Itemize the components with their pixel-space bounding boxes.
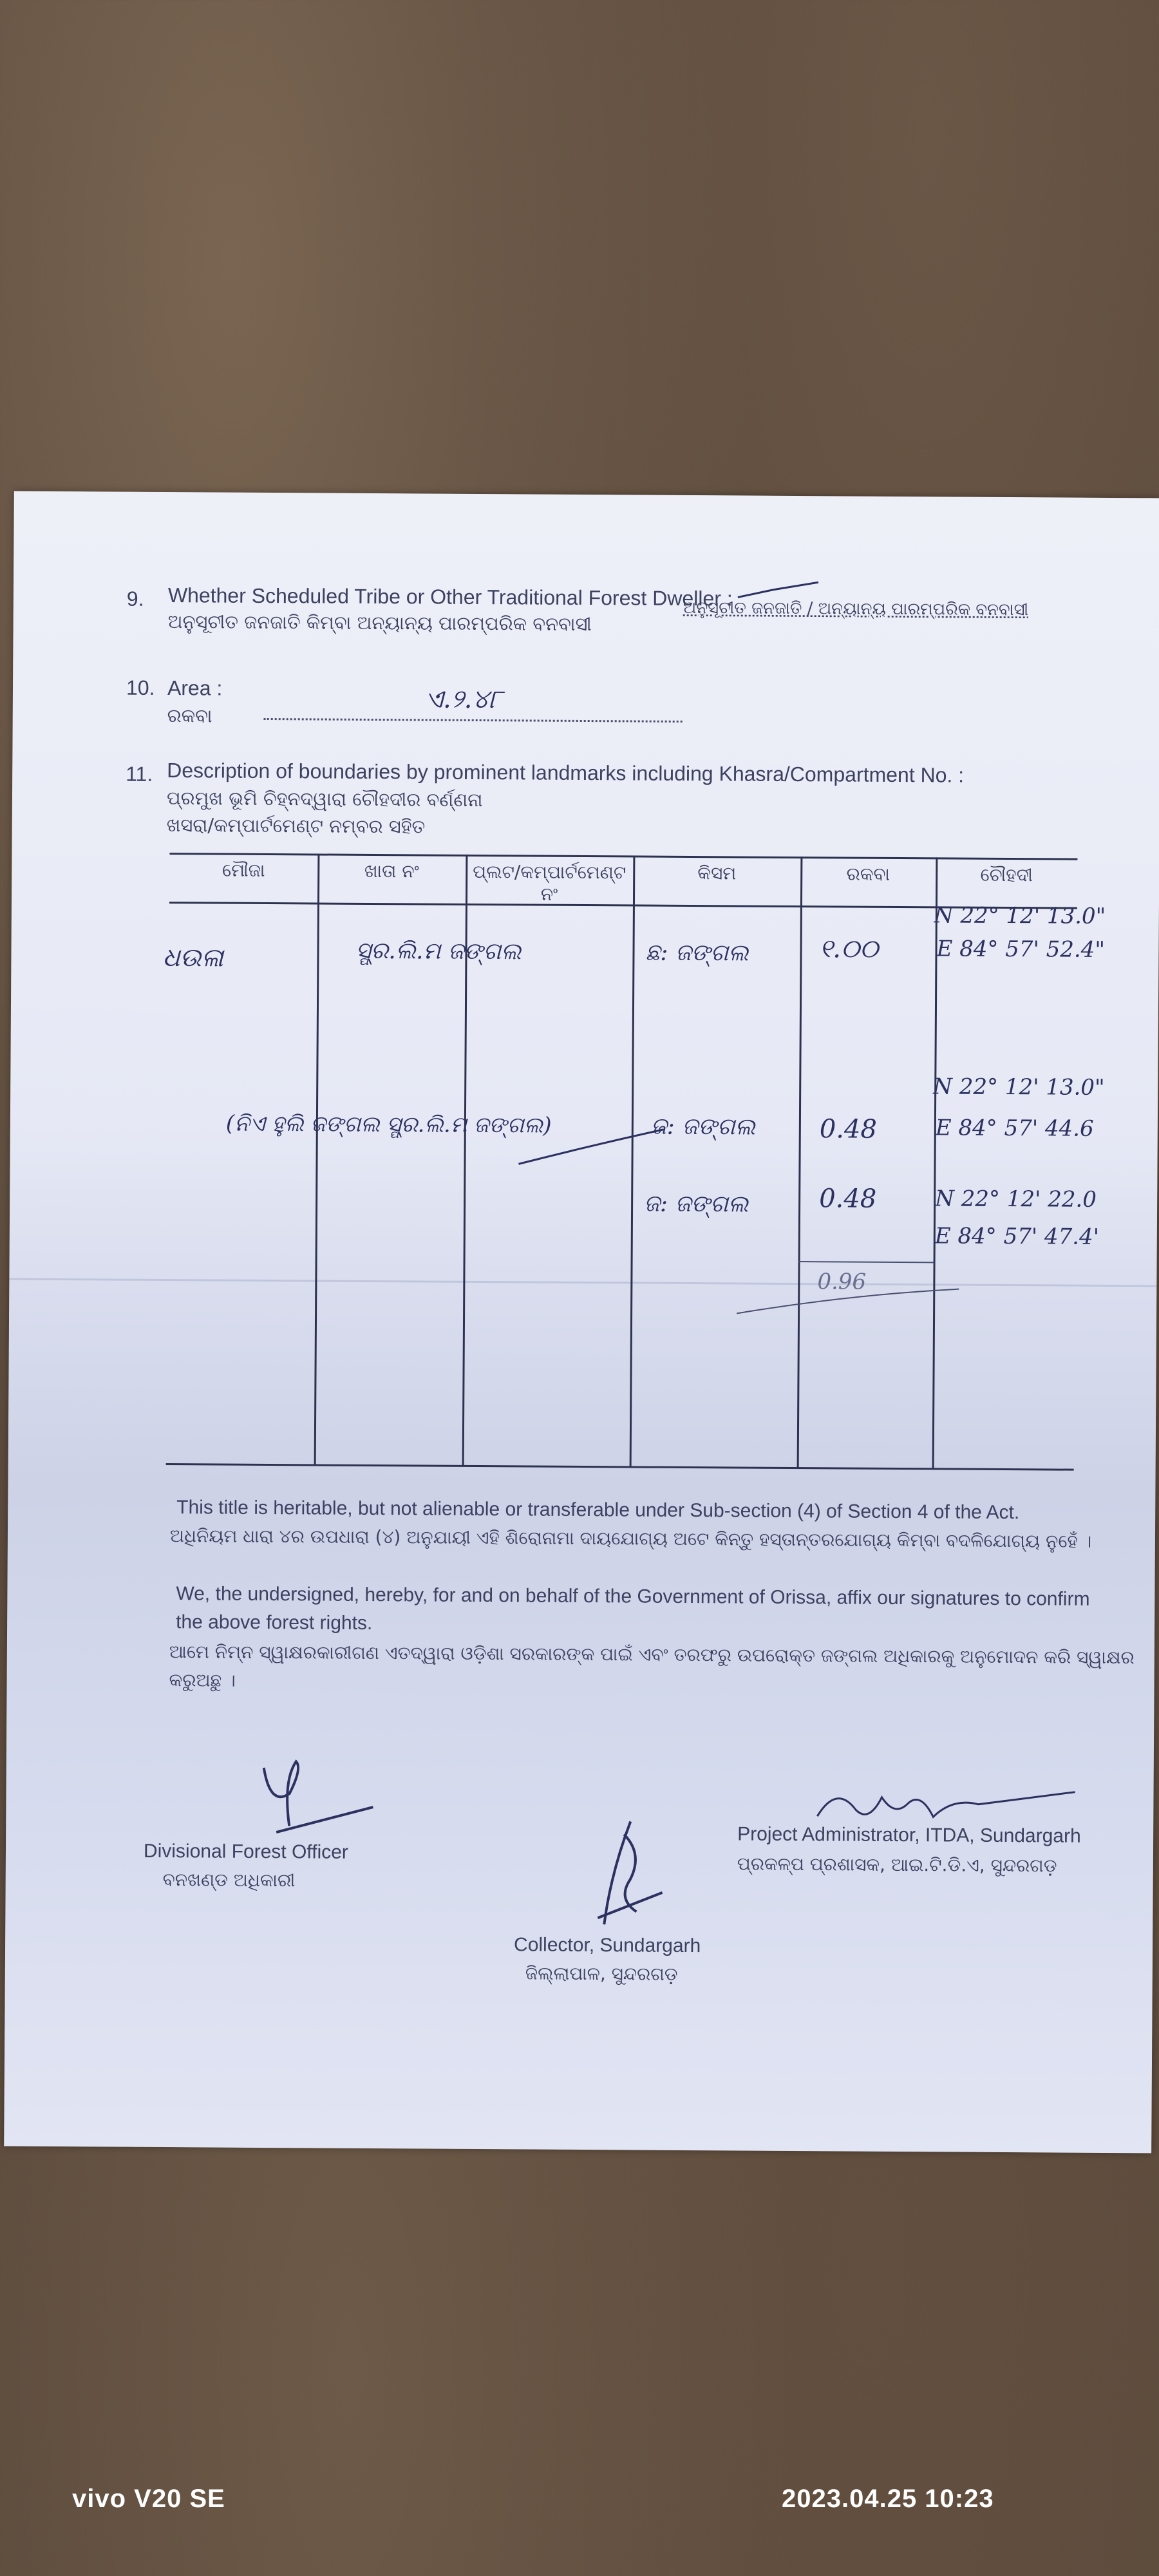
item9-number: 9. [126,587,144,611]
col-divider-4 [797,857,803,1468]
total-rule [798,1261,934,1263]
heritable-note-en: This title is heritable, but not alienable or transferable under Sub-section (4) of Section 4 of the Act. [176,1497,1020,1524]
item11-label-en: Description of boundaries by prominent landmarks including Khasra/Compartment No. : [167,759,965,787]
dfo-signature [250,1755,380,1846]
heritable-note-or: ଅଧିନିୟମ ଧାରା ୪ର ଉପଧାରା (୪) ଅନୁଯାୟୀ ଏହି ଶିରୋନାମା ଦାୟଯୋଗ୍ୟ ଅଟେ କିନ୍ତୁ ହସ୍ତାନ୍ତରଯୋଗ୍ୟ କିମ୍ବା ବଦଳିଯୋଗ୍ୟ ନୁହେଁ । [169,1525,1092,1552]
boundary-table [162,840,1106,1470]
item10-label-en: Area : [167,676,223,700]
row1-east: E 84° 57' 52.4" [936,936,1106,963]
header-mouza: ମୌଜା [222,859,265,881]
item9-answer: ଅନୁସୂଚୀତ ଜନଜାତି / ଅନ୍ୟାନ୍ୟ ପାରମ୍ପରିକ ବନବାସୀ [683,598,1029,620]
item9-label-or: ଅନୁସୂଚୀତ ଜନଜାତି କିମ୍ବା ଅନ୍ୟାନ୍ୟ ପାରମ୍ପରିକ ବନବାସୀ [167,611,592,636]
row2-note: (ନିଏ ହୁଲି ଜଙ୍ଗଲ ସ୍ପ୍ର.ଲି.ମ ଜଙ୍ଗଲ) [225,1110,552,1139]
row1-mouza: ଧଉଳା [162,943,223,973]
device-watermark: vivo V20 SE [72,2485,225,2513]
row3-area: 0.48 [819,1184,877,1214]
row1-area: ୧.୦୦ [819,934,879,964]
row1-north: N 22° 12' 13.0" [934,902,1106,929]
row2-east: E 84° 57' 44.6 [935,1115,1094,1142]
row2-north: N 22° 12' 13.0" [933,1074,1105,1101]
item11-label-or1: ପ୍ରମୁଖ ଭୂମି ଚିହ୍ନଦ୍ୱାରା ଚୌହଦୀର ବର୍ଣ୍ଣନା [166,787,483,811]
dfo-title-or: ବନଖଣ୍ଡ ଅଧିକାରୀ [162,1869,296,1891]
row2-strike [515,1125,670,1171]
sign-note-en-1: We, the undersigned, hereby, for and on behalf of the Government of Orissa, affix our signatures to confirm [176,1583,1090,1610]
header-plot: ପ୍ଲଟ/କମ୍ପାର୍ଟମେଣ୍ଟ ନଂ [473,860,627,905]
sign-note-en-2: the above forest rights. [176,1611,373,1634]
pa-title-or: ପ୍ରକଳ୍ପ ପ୍ରଶାସକ, ଆଇ.ଟି.ଡି.ଏ, ସୁନ୍ଦରଗଡ଼ [737,1853,1057,1877]
item10-number: 10. [126,676,155,699]
item11-label-or2: ଖସରା/କମ୍ପାର୍ଟମେଣ୍ଟ ନମ୍ବର ସହିତ [166,814,426,838]
row2-kisam: ଜ: ଜଙ୍ଗଲ [650,1113,756,1141]
collector-title-or: ଜିଲ୍ଲାପାଳ, ସୁନ୍ଦରଗଡ଼ [525,1962,678,1985]
table-top-rule [169,853,1077,860]
total-area: 0.96 [817,1269,867,1295]
item10-label-or: ରକବା [167,705,212,727]
sign-note-or-1: ଆମେ ନିମ୍ନ ସ୍ୱାକ୍ଷରକାରୀଗଣ ଏତଦ୍ୱାରା ଓଡ଼ିଶା ସରକାରଙ୍କ ପାଇଁ ଏବଂ ତରଫରୁ ଉପରୋକ୍ତ ଜଙ୍ଗଲ ଅଧିକାରକୁ ଅନୁମୋଦନ କରି ସ୍ୱାକ୍ଷର [169,1641,1135,1669]
timestamp-watermark: 2023.04.25 10:23 [782,2485,994,2513]
collector-title-en: Collector, Sundargarh [513,1934,701,1957]
row1-kisam: ଛ: ଜଙ୍ଗଲ [645,939,749,967]
row3-east: E 84° 57' 47.4' [934,1223,1100,1250]
row2-area: 0.48 [819,1114,878,1144]
total-underline [733,1281,965,1327]
row1-khata: ସ୍ପ୍ର.ଲି.ମ ଜଙ୍ଗଲ [355,937,522,965]
document-page [4,491,1159,2154]
table-bottom-rule [166,1463,1074,1471]
item9-label-en: Whether Scheduled Tribe or Other Traditional Forest Dweller : [167,583,733,611]
area-dotted-line [264,718,683,723]
dfo-title-en: Divisional Forest Officer [143,1840,348,1863]
header-khata: ଖାତା ନଂ [364,860,419,882]
collector-signature [585,1815,675,1931]
row3-kisam: ଜ: ଜଙ୍ଗଲ [644,1190,749,1218]
item11-number: 11. [126,762,153,786]
tick-mark [735,578,825,604]
sign-note-or-2: କରୁଅଛୁ । [169,1669,236,1691]
header-boundary: ଚୌହଦୀ [980,864,1033,886]
pa-title-en: Project Administrator, ITDA, Sundargarh [737,1823,1081,1847]
col-divider-1 [314,853,320,1465]
header-kisam: କିସମ [697,862,737,884]
header-area: ରକବା [846,863,890,885]
area-value: ଏ.୨.୪୮ [424,684,503,715]
row3-north: N 22° 12' 22.0 [935,1186,1097,1213]
